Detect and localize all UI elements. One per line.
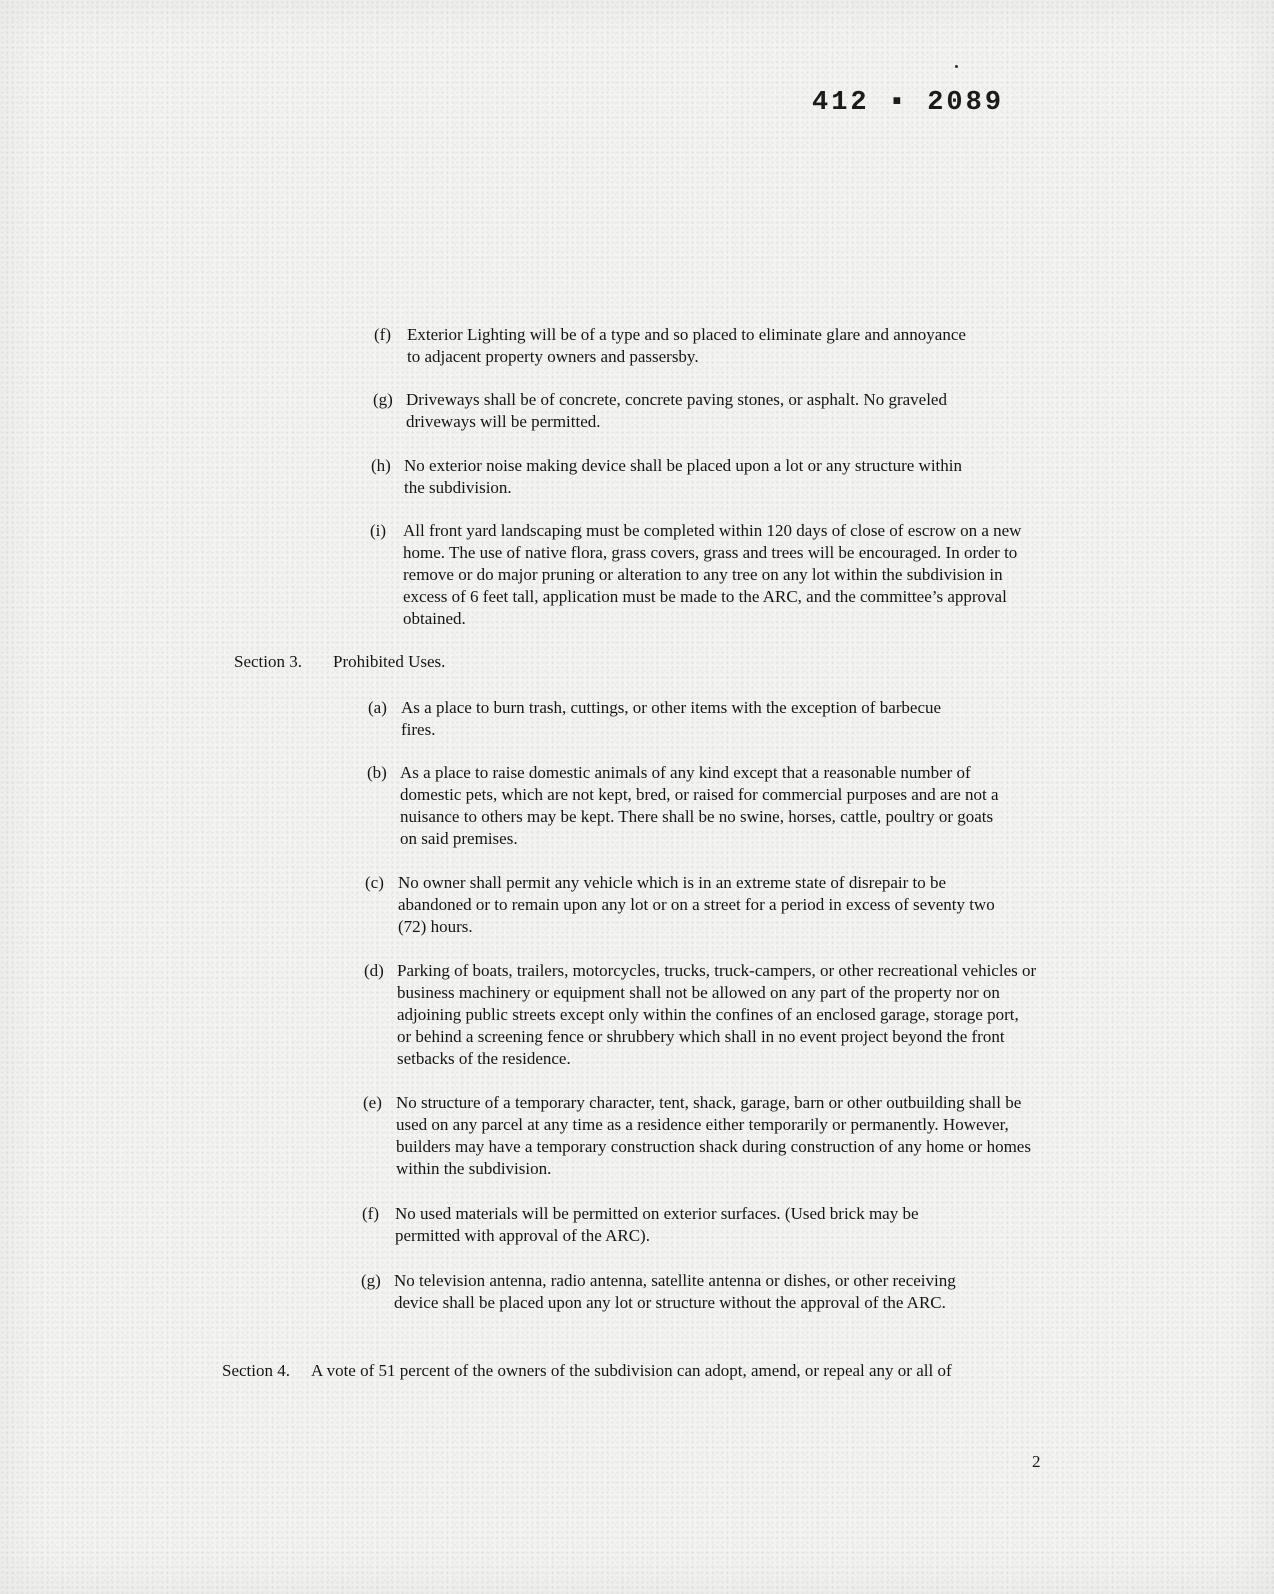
item-text: As a place to raise domestic animals of any kind except that a reasonable number of domestic pets, which are not kept, bred, or raised for commercial purposes and are not a nuisance to others may be kept. There shall be no swine, horses, cattle, poultry or goats on said premises. <box>400 763 999 848</box>
item-text: Exterior Lighting will be of a type and so placed to eliminate glare and annoyance to adjacent property owners and passersby. <box>407 325 966 366</box>
item-text: No owner shall permit any vehicle which is in an extreme state of disrepair to be abandoned or to remain upon any lot or on a street for a period in excess of seventy two (72) hours. <box>398 873 995 936</box>
item-label: (f) <box>374 325 391 344</box>
speck-mark <box>955 65 958 68</box>
item-label: (f) <box>362 1204 379 1223</box>
item-text: Driveways shall be of concrete, concrete paving stones, or asphalt. No graveled driveways will be permitted. <box>406 390 947 431</box>
section-title: Prohibited Uses. <box>333 652 446 671</box>
item-text: As a place to burn trash, cuttings, or other items with the exception of barbecue fires. <box>401 698 942 739</box>
document-number: 412 ▪ 2089 <box>812 88 1005 118</box>
item-label: (g) <box>373 390 393 409</box>
item-text: No exterior noise making device shall be placed upon a lot or any structure within the subdivision. <box>404 456 963 497</box>
section-label: Section 3. <box>234 652 302 671</box>
item-label: (h) <box>371 456 391 475</box>
item-text: No television antenna, radio antenna, satellite antenna or dishes, or other receiving device shall be placed upon any lot or structure without the approval of the ARC. <box>394 1271 956 1312</box>
item-label: (b) <box>367 763 387 782</box>
section-label: Section 4. <box>222 1361 290 1380</box>
item-text: Parking of boats, trailers, motorcycles, trucks, truck-campers, or other recreational vehicles or business machinery or equipment shall not be allowed on any part of the property nor on adjoining public streets except only within the confines of an enclosed garage, storage port, or behind a screening fence or shrubbery which shall in no event project beyond the front setbacks of the residence. <box>397 961 1037 1068</box>
section-text: A vote of 51 percent of the owners of the subdivision can adopt, amend, or repeal any or all of <box>311 1361 952 1380</box>
page-number: 2 <box>1032 1452 1041 1471</box>
item-text: All front yard landscaping must be completed within 120 days of close of escrow on a new home. The use of native flora, grass covers, grass and trees will be encouraged. In order to remove or do major pruning or alteration to any tree on any lot within the subdivision in excess of 6 feet tall, application must be made to the ARC, and the committee’s approval obtained. <box>403 521 1022 628</box>
item-label: (g) <box>361 1271 381 1290</box>
item-label: (a) <box>368 698 387 717</box>
item-label: (c) <box>365 873 384 892</box>
item-label: (e) <box>363 1093 382 1112</box>
item-label: (i) <box>370 521 387 540</box>
item-label: (d) <box>364 961 384 980</box>
item-text: No structure of a temporary character, tent, shack, garage, barn or other outbuilding shall be used on any parcel at any time as a residence either temporarily or permanently. However, builders may have a temporary construction shack during construction of any home or homes within the subdivision. <box>396 1093 1031 1178</box>
item-text: No used materials will be permitted on exterior surfaces. (Used brick may be permitted with approval of the ARC). <box>395 1204 919 1245</box>
